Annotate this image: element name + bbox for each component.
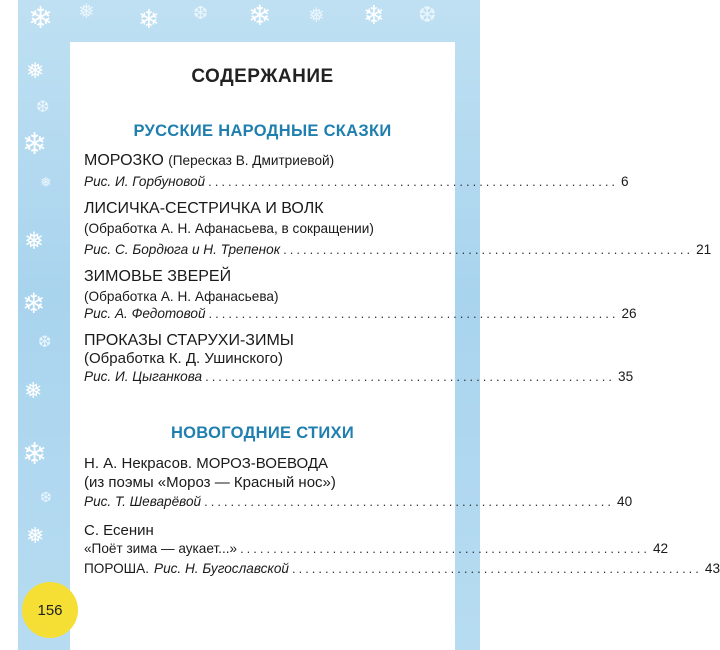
snowflake-icon: ❄ [248, 0, 272, 31]
leader-dots: .............................................................. [204, 494, 615, 509]
toc-entry-title[interactable] [84, 152, 416, 170]
entry-illustrator: Рис. А. Федотовой [84, 306, 206, 321]
snowflake-icon: ❄ [138, 4, 160, 34]
snowflake-icon: ❄ [22, 128, 48, 161]
entry-title: ЛИСИЧКА-СЕСТРИЧКА И ВОЛК [84, 200, 324, 217]
leader-dots: .............................................................. [283, 242, 694, 257]
snowflake-icon: ❅ [26, 58, 45, 83]
toc-entry-note [84, 221, 416, 236]
entry-title: ЗИМОВЬЕ ЗВЕРЕЙ [84, 268, 232, 285]
entry-illustrator: Рис. И. Цыганкова [84, 369, 203, 384]
toc-entry-author [84, 522, 416, 539]
section-heading-new-year-poems: НОВОГОДНИЕ СТИХИ [170, 424, 355, 442]
page-number-badge [22, 582, 78, 638]
entry-note: (Обработка А. Н. Афанасьева) [84, 289, 279, 304]
leader-dots: .............................................................. [208, 174, 619, 189]
toc-entry-note [84, 474, 416, 491]
entry-page-number: 26 [621, 306, 637, 321]
entry-page-number: 21 [696, 242, 712, 257]
snowflake-icon: ❆ [38, 334, 52, 351]
entry-page-number: 6 [621, 174, 629, 189]
snowflake-icon: ❅ [78, 1, 95, 23]
toc-entry-title[interactable] [84, 455, 416, 472]
snowflake-icon: ❅ [24, 228, 45, 255]
toc-entry-illustration[interactable] [84, 494, 633, 509]
toc-entry-title[interactable] [84, 332, 416, 350]
snowflake-icon: ❄ [28, 2, 54, 35]
leader-dots: .............................................................. [291, 561, 702, 576]
snowflake-icon: ❅ [40, 174, 52, 190]
toc-entry-title[interactable] [84, 541, 669, 556]
toc-entry-illustration[interactable] [84, 174, 629, 189]
toc-entry-note [84, 350, 416, 367]
entry-page-number: 43 [704, 561, 720, 576]
snowflake-icon: ❄ [22, 438, 48, 471]
entry-page-number: 40 [617, 494, 633, 509]
entry-title: ПОРОША. [84, 561, 149, 576]
snowflake-icon: ❆ [40, 489, 52, 505]
entry-illustrator: Рис. С. Бордюга и Н. Трепенок [84, 242, 281, 257]
snowflake-icon: ❅ [26, 523, 45, 548]
leader-dots: .............................................................. [208, 306, 619, 321]
entry-note: (Пересказ В. Дмитриевой) [168, 153, 335, 168]
toc-entry-illustration[interactable] [84, 369, 634, 384]
entry-title: МОРОЗКО [84, 152, 164, 169]
entry-title: ПРОКАЗЫ СТАРУХИ-ЗИМЫ [84, 332, 294, 349]
page-title: СОДЕРЖАНИЕ [191, 66, 334, 87]
snowflake-icon: ❄ [363, 0, 385, 30]
entry-illustrator: Рис. Н. Бугославской [154, 561, 289, 576]
snowflake-icon: ❄ [22, 288, 46, 319]
entry-title: «Поёт зима — аукает...» [84, 541, 238, 556]
snowflake-icon: ❅ [308, 5, 325, 27]
entry-page-number: 42 [653, 541, 669, 556]
entry-note: (из поэмы «Мороз — Красный нос») [84, 474, 336, 491]
entry-title: Н. А. Некрасов. МОРОЗ-ВОЕВОДА [84, 455, 328, 472]
entry-illustrator: Рис. И. Горбуновой [84, 174, 206, 189]
toc-entry-illustration[interactable] [84, 306, 637, 321]
snowflake-icon: ❅ [24, 378, 43, 403]
leader-dots: .............................................................. [205, 369, 616, 384]
toc-entry-note [84, 289, 416, 304]
toc-entry-title[interactable] [84, 200, 416, 218]
leader-dots: .............................................................. [240, 541, 650, 556]
page-number: 156 [37, 601, 63, 619]
entry-note: (Обработка А. Н. Афанасьева, в сокращении) [84, 221, 374, 236]
entry-page-number: 35 [618, 369, 634, 384]
snowflake-icon: ❆ [193, 3, 209, 23]
entry-illustrator: Рис. Т. Шеварёвой [84, 494, 202, 509]
toc-entry-illustration[interactable] [84, 242, 712, 257]
entry-author: С. Есенин [84, 522, 154, 539]
snowflake-icon: ❆ [36, 99, 50, 116]
section-heading-fairy-tales: РУССКИЕ НАРОДНЫЕ СКАЗКИ [133, 122, 392, 140]
entry-note: (Обработка К. Д. Ушинского) [84, 350, 283, 367]
toc-entry-title[interactable] [84, 268, 416, 286]
toc-entry-title[interactable] [84, 561, 720, 576]
snowflake-icon: ❆ [418, 2, 437, 27]
